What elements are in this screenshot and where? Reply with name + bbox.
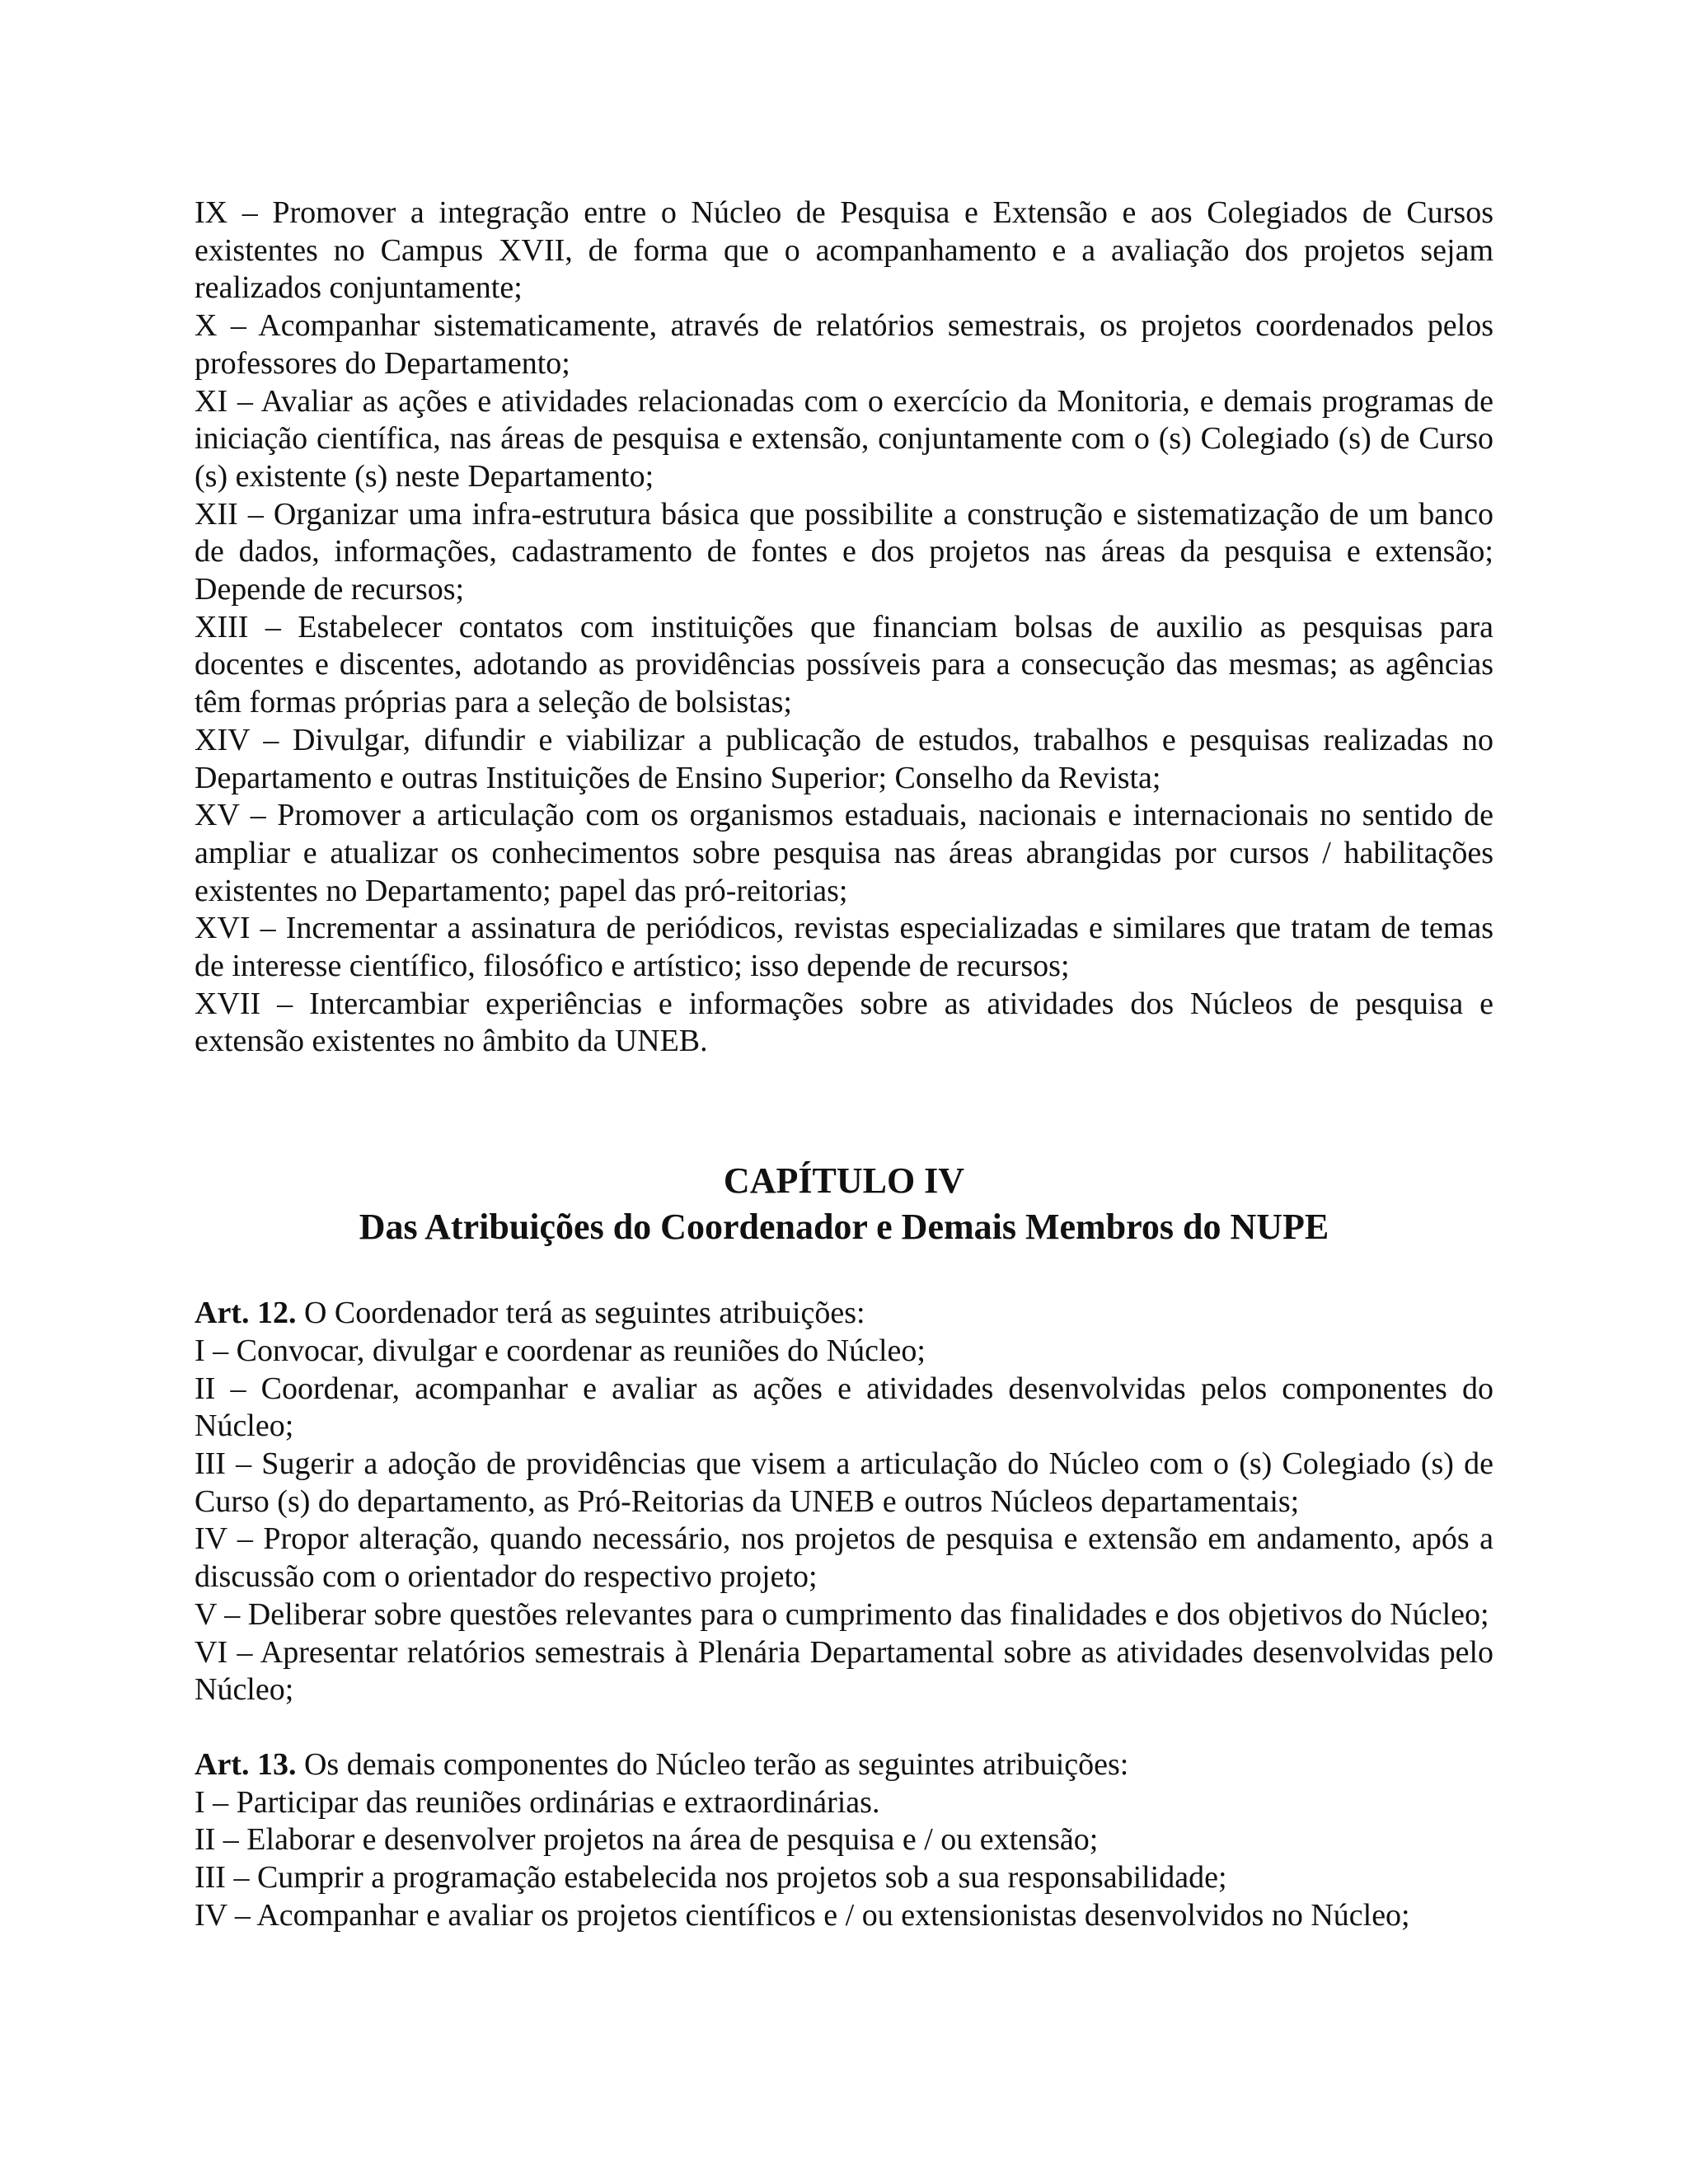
article-13-intro-text: Os demais componentes do Núcleo terão as seguintes atribuições: <box>296 1746 1129 1782</box>
list-item: XV – Promover a articulação com os organismos estaduais, nacionais e internacionais no sentido de ampliar e atualizar os conhecimentos sobre pesquisa nas áreas abrangidas por cursos / habilitações existentes no Departamento; papel das pró-reitorias; <box>195 798 1493 908</box>
spacer <box>195 1709 1493 1746</box>
article-13-intro <box>195 1746 1493 1784</box>
list-item: XII – Organizar uma infra-estrutura básica que possibilite a construção e sistematização de um banco de dados, informações, cadastramento de fontes e dos projetos nas áreas da pesquisa e extensão; Depende de recursos; <box>195 496 1493 607</box>
list-item: X – Acompanhar sistematicamente, através de relatórios semestrais, os projetos coordenados pelos professores do Departamento; <box>195 308 1493 381</box>
list-item: XVII – Intercambiar experiências e informações sobre as atividades dos Núcleos de pesquisa e extensão existentes no âmbito da UNEB. <box>195 986 1493 1059</box>
article-12-intro <box>195 1295 1493 1333</box>
continued-attributions-list <box>195 194 1493 1061</box>
list-item: V – Deliberar sobre questões relevantes para o cumprimento das finalidades e dos objetivos do Núcleo; <box>195 1596 1489 1632</box>
list-item: III – Sugerir a adoção de providências que visem a articulação do Núcleo com o (s) Colegiado (s) de Curso (s) do departamento, as Pró-Reitorias da UNEB e outros Núcleos departamentais; <box>195 1446 1493 1519</box>
article-13 <box>195 1746 1493 1935</box>
list-item: VI – Apresentar relatórios semestrais à Plenária Departamental sobre as atividades desenvolvidas pelo Núcleo; <box>195 1634 1493 1708</box>
list-item: XIII – Estabelecer contatos com instituições que financiam bolsas de auxilio as pesquisas para docentes e discentes, adotando as providências possíveis para a consecução das mesmas; as agências têm formas próprias para a seleção de bolsistas; <box>195 609 1493 720</box>
spacer <box>195 1250 1493 1295</box>
chapter-number: CAPÍTULO IV <box>723 1160 965 1202</box>
document-page <box>195 194 1493 1934</box>
article-12-intro-text: O Coordenador terá as seguintes atribuições: <box>296 1296 865 1331</box>
article-13-label: Art. 13. <box>195 1746 297 1782</box>
list-item: II – Coordenar, acompanhar e avaliar as ações e atividades desenvolvidas pelos componentes do Núcleo; <box>195 1371 1493 1444</box>
list-item: XVI – Incrementar a assinatura de periódicos, revistas especializadas e similares que tratam de temas de interesse científico, filosófico e artístico; isso depende de recursos; <box>195 911 1493 984</box>
list-item: IV – Acompanhar e avaliar os projetos científicos e / ou extensionistas desenvolvidos no Núcleo; <box>195 1897 1410 1933</box>
list-item: IV – Propor alteração, quando necessário, nos projetos de pesquisa e extensão em andamento, após a discussão com o orientador do respectivo projeto; <box>195 1521 1493 1595</box>
list-item: XIV – Divulgar, difundir e viabilizar a publicação de estudos, trabalhos e pesquisas realizadas no Departamento e outras Instituições de Ensino Superior; Conselho da Revista; <box>195 722 1493 795</box>
list-item: IX – Promover a integração entre o Núcleo de Pesquisa e Extensão e aos Colegiados de Cursos existentes no Campus XVII, de forma que o acompanhamento e a avaliação dos projetos sejam realizados conjuntamente; <box>195 195 1493 306</box>
chapter-heading <box>195 1158 1493 1250</box>
chapter-title: Das Atribuições do Coordenador e Demais Membros do NUPE <box>359 1207 1329 1248</box>
list-item: I – Convocar, divulgar e coordenar as reuniões do Núcleo; <box>195 1333 926 1368</box>
article-12 <box>195 1295 1493 1709</box>
list-item: XI – Avaliar as ações e atividades relacionadas com o exercício da Monitoria, e demais programas de iniciação científica, nas áreas de pesquisa e extensão, conjuntamente com o (s) Colegiado (s) de Curso (s) existente (s) neste Departamento; <box>195 383 1493 494</box>
list-item: II – Elaborar e desenvolver projetos na área de pesquisa e / ou extensão; <box>195 1822 1099 1858</box>
article-12-label: Art. 12. <box>195 1296 297 1331</box>
list-item: III – Cumprir a programação estabelecida nos projetos sob a sua responsabilidade; <box>195 1860 1227 1896</box>
list-item: I – Participar das reuniões ordinárias e extraordinárias. <box>195 1784 880 1820</box>
spacer <box>195 1061 1493 1158</box>
